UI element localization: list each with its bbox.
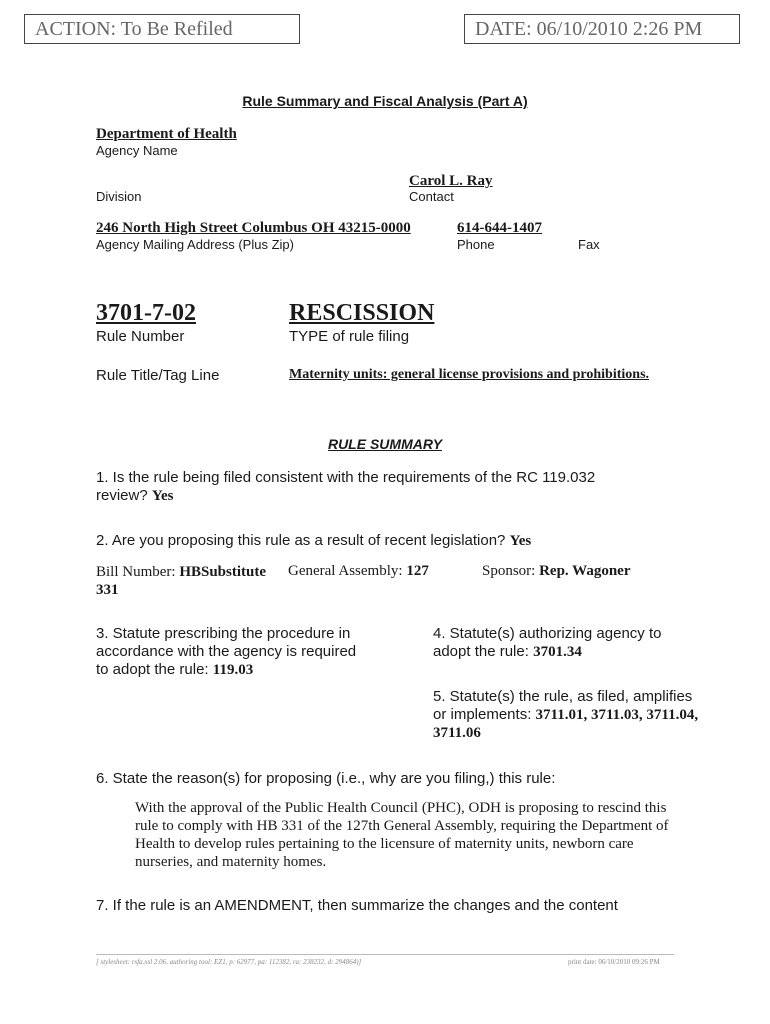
question-2-text: 2. Are you proposing this rule as a result of recent legislation? <box>96 532 506 549</box>
rule-title-value: Maternity units: general license provisions and prohibitions. <box>289 367 650 382</box>
question-3-line1: 3. Statute prescribing the procedure in <box>96 625 351 642</box>
fax-label: Fax <box>578 237 600 252</box>
footer-divider <box>96 954 674 955</box>
bill-number-value-cont: 331 <box>96 582 119 598</box>
footer-print-date: print date: 06/10/2010 09:26 PM <box>568 958 660 966</box>
contact-label: Contact <box>409 189 454 204</box>
division-label: Division <box>96 189 142 204</box>
question-5-line2 <box>433 706 698 724</box>
question-3-answer: 119.03 <box>212 662 254 678</box>
question-1-line1: 1. Is the rule being filed consistent with the requirements of the RC 119.032 <box>96 469 596 486</box>
rule-summary-heading: RULE SUMMARY <box>327 436 443 452</box>
form-title: Rule Summary and Fiscal Analysis (Part A) <box>242 93 528 109</box>
question-4-line2 <box>433 643 661 661</box>
action-box <box>24 14 300 44</box>
phone-label: Phone <box>457 237 495 252</box>
agency-name-value: Department of Health <box>96 126 237 142</box>
question-5-answer: 3711.01, 3711.03, 3711.04, <box>535 707 699 723</box>
rule-type-label: TYPE of rule filing <box>289 328 410 345</box>
phone-value: 614-644-1407 <box>457 220 542 236</box>
contact-value: Carol L. Ray <box>409 173 493 189</box>
question-7: 7. If the rule is an AMENDMENT, then summarize the changes and the content <box>96 897 618 914</box>
question-4-line1: 4. Statute(s) authorizing agency to <box>433 625 662 642</box>
question-1-answer: Yes <box>151 488 174 504</box>
question-3-text: to adopt the rule: <box>96 661 209 678</box>
question-1 <box>96 469 595 505</box>
address-label: Agency Mailing Address (Plus Zip) <box>96 237 294 252</box>
question-2-answer: Yes <box>509 533 532 549</box>
question-4-answer: 3701.34 <box>533 644 582 660</box>
question-6-reason: With the approval of the Public Health Council (PHC), ODH is proposing to rescind this rule to comply with HB 331 of the 127th General Assembly, requiring the Department of Health to develop rules pertaining to the licensure of maternity units, newborn care nurseries, and maternity homes. <box>135 800 669 870</box>
question-3-line2: accordance with the agency is required <box>96 643 357 660</box>
question-5 <box>433 688 698 742</box>
bill-number <box>96 563 266 599</box>
action-status: ACTION: To Be Refiled <box>35 18 233 40</box>
sponsor-value: Rep. Wagoner <box>539 563 631 579</box>
sponsor-label: Sponsor: <box>482 563 536 579</box>
rule-title-label: Rule Title/Tag Line <box>96 367 220 384</box>
bill-number-label: Bill Number: <box>96 564 176 580</box>
date-box <box>464 14 740 44</box>
question-5-answer-cont: 3711.06 <box>433 725 481 741</box>
rule-type-value: RESCISSION <box>289 300 435 326</box>
question-2 <box>96 532 531 550</box>
footer-stylesheet-info: [ stylesheet: rsfa.xsl 2.06, authoring tool: EZ1, p: 62977, pa: 112382, ra: 238232, d: 294864)] <box>96 958 362 966</box>
general-assembly-value: 127 <box>406 563 429 579</box>
sponsor <box>482 563 631 580</box>
question-5-line1: 5. Statute(s) the rule, as filed, amplifies <box>433 688 693 705</box>
general-assembly <box>288 563 429 580</box>
rule-number-value: 3701-7-02 <box>96 300 196 326</box>
agency-name-label: Agency Name <box>96 143 178 158</box>
question-4-text: adopt the rule: <box>433 643 529 660</box>
question-5-text: or implements: <box>433 706 532 723</box>
bill-number-value: HBSubstitute <box>179 564 267 580</box>
address-value: 246 North High Street Columbus OH 43215-0000 <box>96 220 411 236</box>
rule-number-label: Rule Number <box>96 328 185 345</box>
general-assembly-label: General Assembly: <box>288 563 403 579</box>
question-6: 6. State the reason(s) for proposing (i.e., why are you filing,) this rule: <box>96 770 556 787</box>
question-1-text: review? <box>96 487 148 504</box>
question-1-line2 <box>96 487 595 505</box>
question-4 <box>433 625 661 661</box>
date-stamp: DATE: 06/10/2010 2:26 PM <box>475 18 703 40</box>
question-3-line3 <box>96 661 356 679</box>
question-3 <box>96 625 356 679</box>
